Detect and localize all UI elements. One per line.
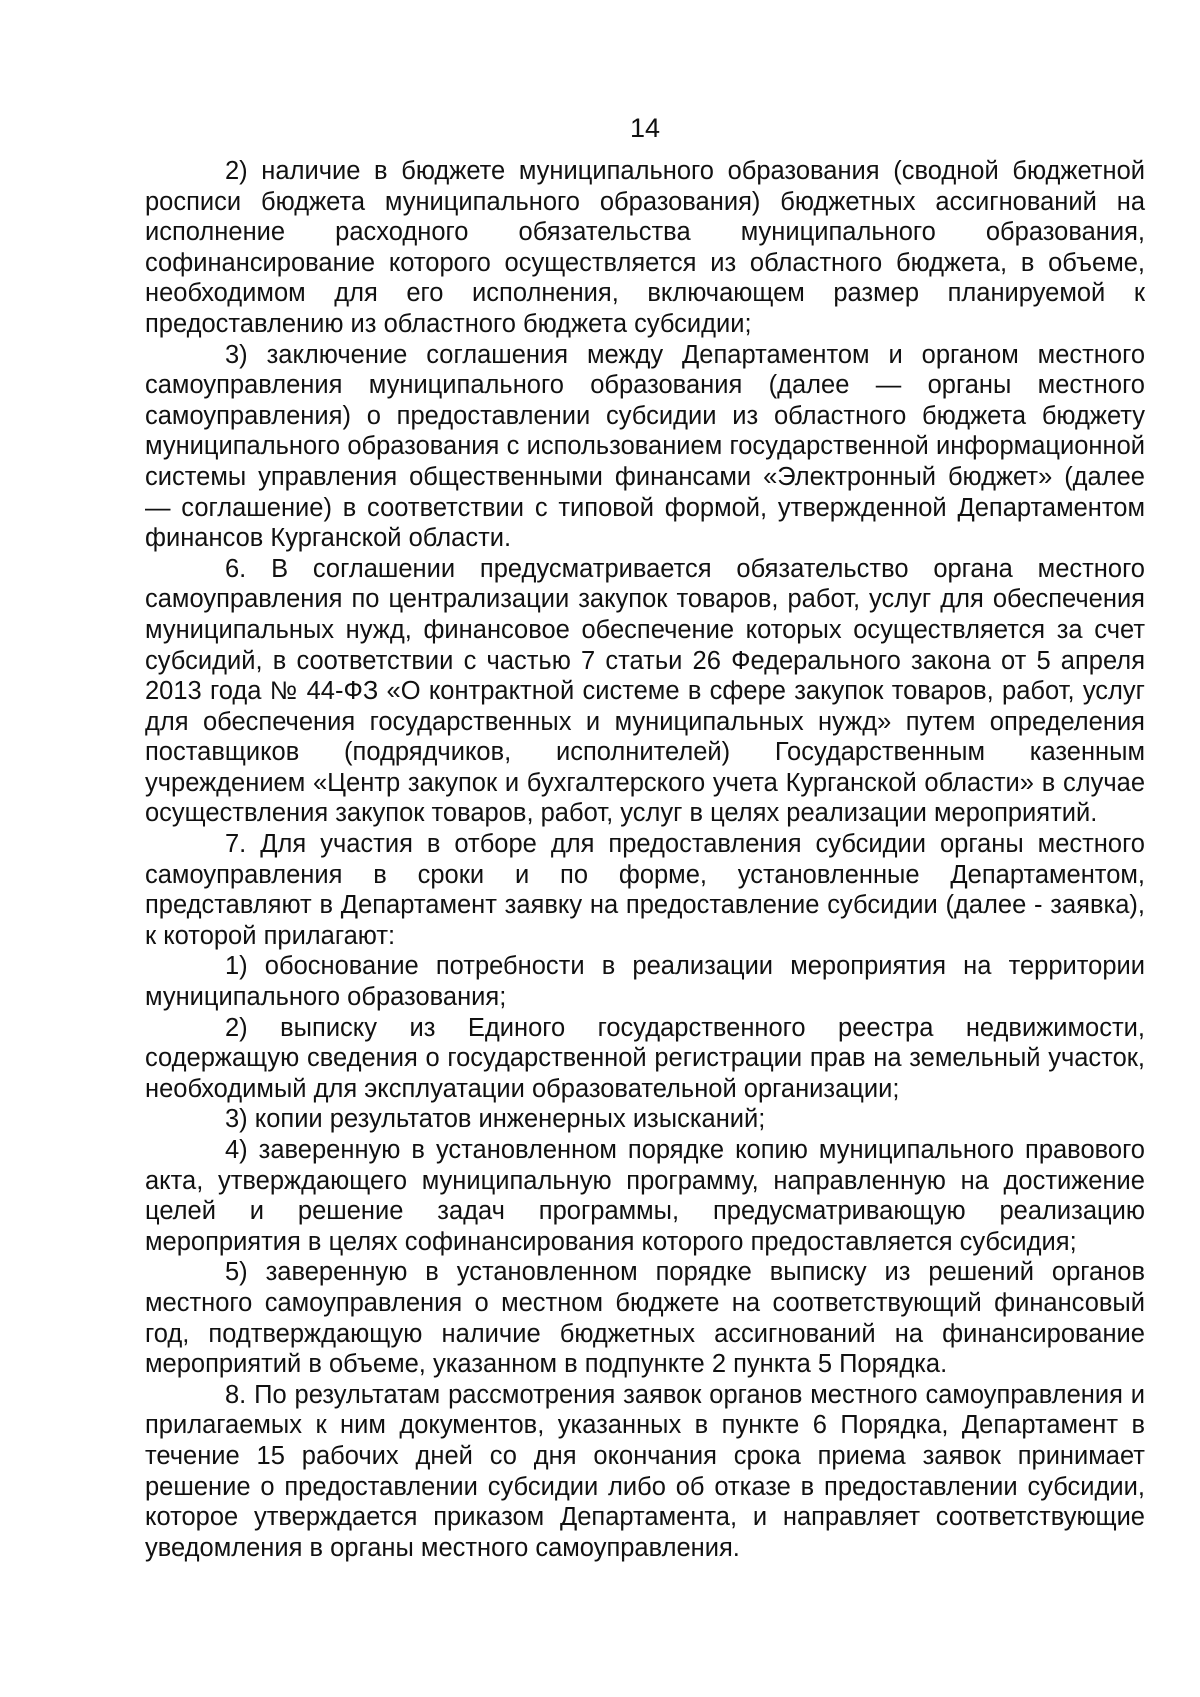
paragraph-item-6-centralized-procurement: 6. В соглашении предусматривается обязательство органа местного самоуправления по централизации закупок товаров, работ, услуг для обеспечения муниципальных нужд, финансовое обеспечение которых осуществляется за счет субсидий, в соответствии с частью 7 статьи 26 Федерального закона от 5 апреля 2013 года № 44-ФЗ «О контрактной системе в сфере закупок товаров, работ, услуг для обеспечения государственных и муниципальных нужд» путем определения поставщиков (подрядчиков, исполнителей) Государственным казенным учреждением «Центр закупок и бухгалтерского учета Курганской области» в случае осуществления закупок товаров, работ, услуг в целях реализации мероприятий. bbox=[145, 554, 1145, 828]
paragraph-subitem-3-agreement: 3) заключение соглашения между Департаментом и органом местного самоуправления муниципального образования (далее — органы местного самоуправления) о предоставлении субсидии из областного бюджета бюджету муниципального образования с использованием государственной информационной системы управления общественными финансами «Электронный бюджет» (далее — соглашение) в соответствии с типовой формой, утвержденной Департаментом финансов Курганской области. bbox=[145, 340, 1145, 553]
paragraph-attachment-2-registry-extract: 2) выписку из Единого государственного реестра недвижимости, содержащую сведения о государственной регистрации прав на земельный участок, необходимый для эксплуатации образовательной организации; bbox=[145, 1013, 1145, 1103]
paragraph-item-8-review-results: 8. По результатам рассмотрения заявок органов местного самоуправления и прилагаемых к ним документов, указанных в пункте 6 Порядка, Департамент в течение 15 рабочих дней со дня окончания срока приема заявок принимает решение о предоставлении субсидии либо об отказе в предоставлении субсидии, которое утверждается приказом Департамента, и направляет соответствующие уведомления в органы местного самоуправления. bbox=[145, 1380, 1145, 1562]
paragraph-item-7-application: 7. Для участия в отборе для предоставления субсидии органы местного самоуправления в сроки и по форме, установленные Департаментом, представляют в Департамент заявку на предоставление субсидии (далее - заявка), к которой прилагают: bbox=[145, 830, 1145, 950]
paragraph-subitem-2-budget-allocations: 2) наличие в бюджете муниципального образования (сводной бюджетной росписи бюджета муниципального образования) бюджетных ассигнований на исполнение расходного обязательства муниципального образования, софинансирование которого осуществляется из областного бюджета, в объеме, необходимом для его исполнения, включающем размер планируемой к предоставлению из областного бюджета субсидии; bbox=[145, 157, 1145, 338]
paragraph-attachment-5-budget-extract: 5) заверенную в установленном порядке выписку из решений органов местного самоуправления о местном бюджете на соответствующий финансовый год, подтверждающую наличие бюджетных ассигнований на финансирование мероприятий в объеме, указанном в подпункте 2 пункта 5 Порядка. bbox=[145, 1258, 1145, 1379]
paragraph-attachment-1-justification: 1) обоснование потребности в реализации мероприятия на территории муниципального образования; bbox=[145, 952, 1145, 1012]
document-body bbox=[145, 156, 1145, 1563]
paragraph-attachment-3-survey-copies: 3) копии результатов инженерных изысканий; bbox=[225, 1105, 766, 1134]
page-number: 14 bbox=[629, 113, 661, 143]
paragraph-attachment-4-municipal-act: 4) заверенную в установленном порядке копию муниципального правового акта, утверждающего муниципальную программу, направленную на достижение целей и решение задач программы, предусматривающую реализацию мероприятия в целях софинансирования которого предоставляется субсидия; bbox=[145, 1136, 1145, 1256]
